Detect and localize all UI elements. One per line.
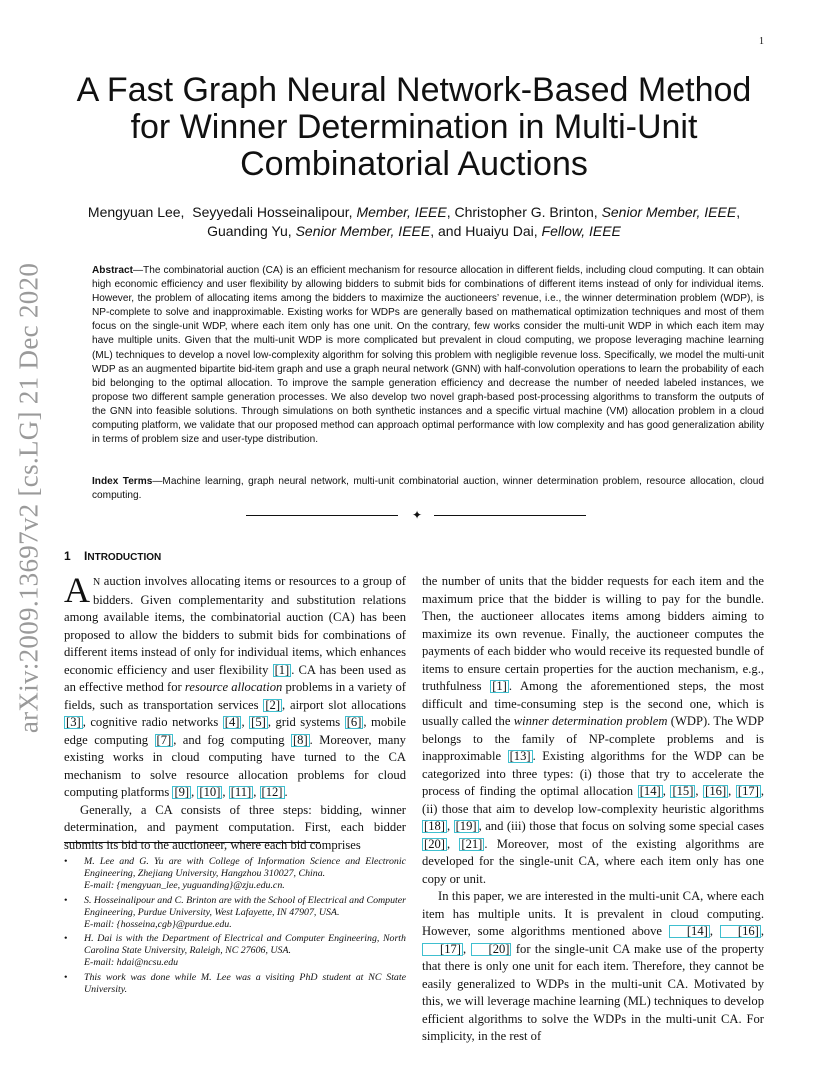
text-run: , — [709, 924, 720, 938]
text-run: , cognitive radio networks — [82, 715, 223, 729]
footnote-rule — [64, 842, 320, 843]
emphasis-text: winner determination problem — [513, 714, 668, 728]
footnote-item — [64, 895, 406, 931]
text-run: , — [728, 784, 736, 798]
citation-link[interactable]: [11] — [230, 785, 252, 799]
section-heading-introduction — [64, 549, 161, 563]
citation-link[interactable]: [14] — [669, 925, 710, 938]
text-run: , and (iii) those that focus on solving some special cases — [478, 819, 765, 833]
citation-link[interactable]: [8] — [292, 732, 308, 747]
drop-cap: A — [64, 570, 90, 610]
footnote-text: H. Dai is with the Department of Electrical and Computer Engineering, North Carolina State University, Raleigh, NC 27606, USA. E-mail: hdai@ncsu.edu — [84, 933, 406, 969]
author-4-role: Senior Member, IEEE — [295, 223, 431, 239]
section-number: 1 — [64, 549, 71, 563]
bullet-icon: • — [64, 933, 68, 945]
citation-link[interactable]: [4] — [224, 715, 240, 729]
intro-paragraph-1 — [64, 570, 407, 802]
index-terms — [92, 475, 764, 503]
author-5-role: Fellow, IEEE — [541, 223, 621, 239]
small-caps-lead: N — [93, 577, 101, 588]
citation-link[interactable]: [20] — [424, 836, 445, 851]
text-run: In this paper, we are interested in the multi-unit CA, where each item has multiple units. It is prevalent in cloud computing. However, some algorithms mentioned above — [422, 889, 764, 938]
footnote-list — [64, 856, 406, 999]
text-run: , — [191, 785, 198, 799]
text-run: . — [284, 785, 288, 799]
citation-link[interactable]: [7] — [156, 732, 172, 747]
citation-link[interactable]: [2] — [265, 697, 281, 712]
arxiv-stamp — [14, 258, 44, 738]
text-run: , (ii) those that aim to develop low-complexity heuristic algorithms — [422, 784, 765, 816]
citation-link[interactable]: [17] — [422, 943, 463, 956]
citation-link[interactable]: [19] — [455, 819, 477, 833]
text-run: , — [695, 784, 704, 798]
citation-link[interactable]: [9] — [174, 785, 190, 799]
footnote-text: This work was done while M. Lee was a visiting PhD student at NC State University. — [84, 972, 406, 996]
citation-link[interactable]: [13] — [509, 749, 531, 763]
citation-link[interactable]: [10] — [199, 785, 221, 799]
citation-link[interactable]: [17] — [737, 784, 759, 798]
index-terms-text: —Machine learning, graph neural network, multi-unit combinatorial auction, winner determination problem, resource allocation, cloud computing. — [92, 476, 764, 502]
citation-link[interactable]: [1] — [492, 679, 507, 693]
bullet-icon: • — [64, 856, 68, 867]
author-2: Seyyedali Hosseinalipour, — [192, 204, 353, 220]
divider-diamond-icon: ✦ — [412, 508, 423, 522]
bullet-icon: • — [64, 894, 68, 906]
text-run: . Existing algorithms for the WDP can be categorized into three types: (i) those that try to accelerate the process of finding the optimal allocation — [422, 749, 765, 798]
intro-paragraph-2: Generally, a CA consists of three steps: bidding, winner determination, and payment computation. First, each bidder submits its bid to the auctioneer, where each bid comprises — [64, 802, 406, 852]
author-list — [60, 203, 768, 241]
citation-link[interactable]: [6] — [346, 715, 362, 729]
text-run: . CA has been used as an effective method for — [64, 662, 406, 694]
divider-line-left — [246, 515, 398, 516]
footnote-item — [64, 856, 406, 892]
citation-link[interactable]: [18] — [424, 819, 445, 833]
text-run: . Among the aforementioned steps, the most difficult and time-consuming step is the second one, which is usually called the — [422, 679, 764, 728]
text-run: , — [446, 836, 460, 851]
citation-link[interactable]: [1] — [274, 662, 290, 677]
section-divider — [246, 509, 586, 523]
text-run: , mobile edge computing — [64, 715, 407, 747]
text-run: , grid systems — [267, 715, 345, 729]
text-run: . Moreover, most of the existing algorithms are developed for the single-unit CA, where each item only has one copy or unit. — [422, 836, 764, 886]
page-number: 1 — [759, 36, 764, 47]
intro-paragraph-3 — [422, 573, 764, 888]
text-run: the number of units that the bidder requests for each item and the maximum price that the bidder is willing to pay for the bundle. Then, the auctioneer allocates items among bidders aiming to maximize its own revenue. Finally, the auctioneer computes the payments of each bidder who would receive its requested bundle of items to ensure certain properties for the auction mechanism, e.g., truthfulness — [422, 574, 764, 693]
footnote-text: S. Hosseinalipour and C. Brinton are with the School of Electrical and Computer Engineering, Purdue University, West Lafayette, IN 47907, USA. E-mail: {hosseina,cgb}@purdue.edu. — [84, 894, 406, 930]
author-2-role: Member, IEEE — [356, 204, 447, 220]
text-run: (WDP). The WDP belongs to the family of NP-complete problems and is inapproximable — [422, 714, 765, 763]
section-title-rest: NTRODUCTION — [87, 552, 162, 563]
text-run: . Moreover, many existing works in cloud computing have turned to the CA mechanism to solve resource allocation problems for cloud computing platforms — [64, 732, 406, 799]
citation-link[interactable]: [5] — [251, 715, 266, 729]
abstract-label: Abstract — [92, 265, 133, 276]
text-run: , — [760, 924, 765, 938]
author-4: , Guanding Yu, — [207, 204, 741, 239]
arxiv-stamp-text: arXiv:2009.13697v2 [cs.LG] 21 Dec 2020 — [13, 262, 44, 734]
author-3-role: Senior Member, IEEE — [601, 204, 737, 220]
citation-link[interactable]: [21] — [461, 836, 483, 851]
text-run: , — [241, 715, 250, 729]
right-column — [422, 573, 764, 1046]
text-run: , airport slot allocations — [282, 697, 406, 712]
text-run: , — [462, 941, 471, 956]
abstract — [92, 264, 764, 447]
emphasis-text: resource allocation — [184, 680, 283, 694]
text-run: , — [253, 785, 260, 799]
index-terms-label: Index Terms — [92, 476, 153, 487]
citation-link[interactable]: [12] — [261, 785, 283, 799]
abstract-text: —The combinatorial auction (CA) is an efficient mechanism for resource allocation in different fields, including cloud computing. It can obtain high economic efficiency and user flexibility by allowing bidders to submit bids for combinations of different items instead of only for individual items. However, the problem of allocating items among the bidders to maximize the auctioneers’ revenue, i.e., the winner determination problem (WDP), is NP-complete to solve and inapproximable. Existing works for WDPs are generally based on mathematical optimization techniques and most of them focus on the single-unit WDP, where each item only has one unit. On the contrary, few works consider the multi-unit WDP in which each item may have multiple units. Given that the multi-unit WDP is more complicated but prevalent in cloud computing, we propose leveraging machine learning (ML) techniques to develop a novel low-complexity algorithm for solving this problem with negligible revenue loss. Specifically, we model the multi-unit WDP as an augmented bipartite bid-item graph and use a graph neural network (GNN) with half-convolution operations to learn the probability of each bid belonging to the optimal allocation. To improve the sample generation efficiency and decrease the number of needed labeled instances, we propose two different sample generation processes. We also develop two novel graph-based post-processing algorithms to transform the outputs of the GNN into feasible solutions. Through simulations on both synthetic instances and a specific virtual machine (VM) allocation problem in a cloud computing platform, we validate that our proposed method can approach optimal performance with low complexity and has good generalization ability in terms of problem size and user-type distribution. — [92, 265, 764, 446]
citation-link[interactable]: [16] — [705, 784, 727, 798]
footnote-item — [64, 972, 406, 996]
divider-line-right — [434, 515, 586, 516]
intro-paragraph-4 — [422, 888, 764, 1046]
text-run: auction involves allocating items or resources to a group of bidders. Given complementarity and substitution relations among available items, the combinatorial auction (CA) has been proposed to allow the bidders to submit bids for combinations of different items instead of only for individual items, which enhances economic efficiency and user flexibility — [64, 574, 406, 677]
text-run: for the single-unit CA make use of the property that there is only one unit for each item. Therefore, they cannot be easily generalized to WDPs in the multi-unit CA. Motivated by this, we will leverage machine learning (ML) techniques to develop efficient algorithms to solve the WDPs in the multi-unit CA. For simplicity, in the rest of — [422, 941, 764, 1043]
text-run: , — [222, 785, 229, 799]
paper-title: A Fast Graph Neural Network-Based Method for Winner Determination in Multi-Unit Combinatorial Auctions — [76, 71, 752, 183]
citation-link[interactable]: [15] — [672, 784, 694, 798]
footnote-item — [64, 933, 406, 969]
section-title-first: I — [84, 549, 88, 563]
text-run: , and fog computing — [173, 732, 291, 747]
footnote-text: M. Lee and G. Yu are with College of Information Science and Electronic Engineering, Zhejiang University, Hangzhou 310027, China. E-mail: {mengyuan_lee, yuguanding}@zju.edu.cn. — [84, 856, 406, 891]
citation-link[interactable]: [14] — [639, 784, 661, 798]
bullet-icon: • — [64, 972, 68, 984]
text-run: problems in a variety of fields, such as transportation services — [64, 680, 406, 712]
author-1: Mengyuan Lee, — [87, 204, 185, 220]
citation-link[interactable]: [3] — [66, 715, 81, 729]
text-run: , — [662, 784, 671, 798]
left-column — [64, 570, 407, 854]
citation-link[interactable]: [20] — [471, 943, 512, 956]
citation-link[interactable]: [16] — [720, 925, 761, 938]
author-3: , Christopher G. Brinton, — [446, 204, 598, 220]
author-5: , and Huaiyu Dai, — [430, 223, 538, 239]
text-run: , — [446, 819, 454, 833]
